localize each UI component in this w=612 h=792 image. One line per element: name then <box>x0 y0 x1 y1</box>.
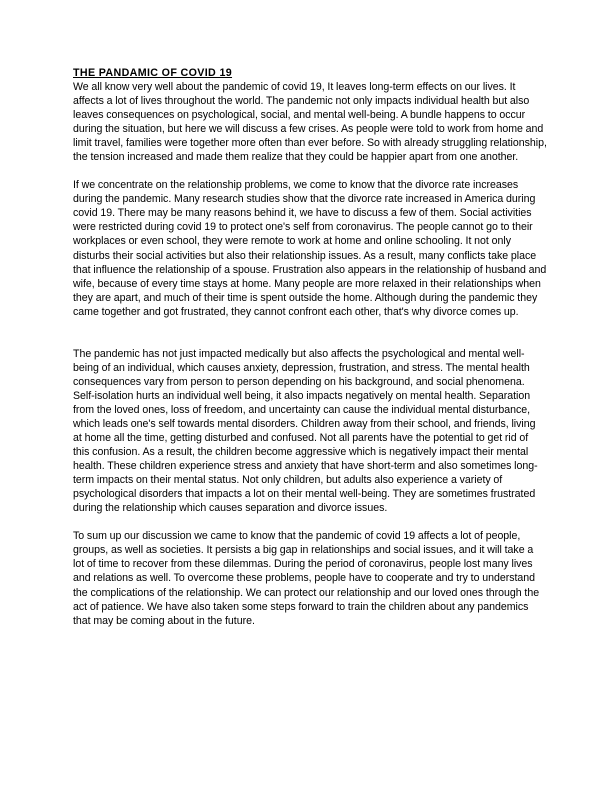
paragraph-conclusion: To sum up our discussion we came to know that the pandemic of covid 19 affects a lot of people, groups, as well as societies. It persists a big gap in relationships and social issues, and it will take a lot of time to recover from these dilemmas. During the period of coronavirus, people lost many lives and relations as well. To overcome these problems, people have to cooperate and try to understand the complications of the relationship. We can protect our relationship and our loved ones through the act of patience. We have also taken some steps forward to train the children about any pandemics that may be coming about in the future. <box>73 530 540 627</box>
paragraph-mental-health: The pandemic has not just impacted medically but also affects the psychological and mental well-being of an individual, which causes anxiety, depression, frustration, and stress. The mental health consequences vary from person to person depending on his background, and social phenomena. Self-isolation hurts an individual well being, it also impacts negatively on mental health. Separation from the loved ones, loss of freedom, and uncertainty can cause the individual mental disturbance, which leads one's self towards mental disorders. Children away from their school, and friends, living at home all the time, getting disturbed and confused. Not all parents have the potential to get rid of this confusion. As a result, the children become aggressive which is negatively impact their mental health. These children experience stress and anxiety that have short-term and also sometimes long-term impacts on their mental status. Not only children, but adults also experience a variety of psychological disorders that impacts a lot on their mental well-being. They are sometimes frustrated during the relationship which causes separation and divorce issues. <box>73 347 538 515</box>
document-body <box>73 66 547 628</box>
paragraph-intro: We all know very well about the pandemic of covid 19, It leaves long-term effects on our lives. It affects a lot of lives throughout the world. The pandemic not only impacts individual health but also leaves consequences on psychological, social, and mental well-being. A bundle happens to occur during the situation, but here we will discuss a few crises. As people were told to work from home and limit travel, families were together more often than ever before. So with already struggling relationship, the tension increased and made them realize that they could be happier apart from one another. <box>73 81 547 164</box>
paragraph-divorce-rate: If we concentrate on the relationship problems, we come to know that the divorce rate increases during the pandemic. Many research studies show that the divorce rate increased in America during covid 19. There may be many reasons behind it, we have to discuss a few of them. Social activities were restricted during covid 19 to protect one's self from coronavirus. The people cannot go to their workplaces or even school, they were remote to work at home and online schooling. It not only disturbs their social activities but also their relationship issues. As a result, many conflicts take place that influence the relationship of a spouse. Frustration also appears in the relationship of husband and wife, because of every time stays at home. Many people are more relaxed in their relationships when they are apart, and much of their time is spent outside the home. Although during the pandemic they came together and got frustrated, they cannot confront each other, that's why divorce comes up. <box>73 179 547 318</box>
page-title: THE PANDAMIC OF COVID 19 <box>73 67 233 79</box>
